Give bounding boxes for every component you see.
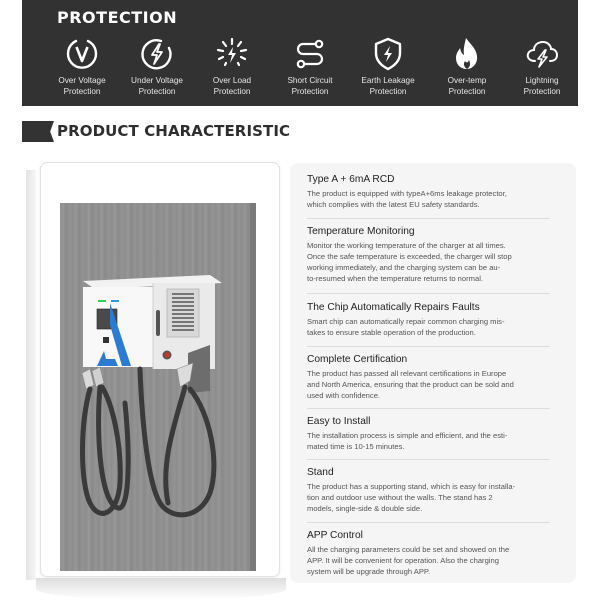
protection-item-under-voltage: Under Voltage Protection — [117, 36, 197, 97]
ev-charger-image — [60, 203, 256, 571]
feature-title: Easy to Install — [307, 416, 371, 427]
feature-complete-certification: Complete Certification The product has passed all relevant certifications in Europe and North America, ensuring that the product can be sold and used with confidence. — [307, 353, 550, 401]
feature-title: APP Control — [307, 530, 363, 541]
feature-title: Complete Certification — [307, 354, 408, 365]
protection-item-over-load: Over Load Protection — [192, 36, 272, 97]
feature-panel — [290, 163, 576, 583]
over-load-icon — [214, 36, 250, 72]
feature-easy-to-install: Easy to Install The installation process is simple and efficient, and the esti- mated time is 10-15 minutes. — [307, 415, 550, 452]
feature-rcd: Type A + 6mA RCD The product is equipped with typeA+6ms leakage protector, which complies with the latest EU safety standards. — [307, 173, 550, 210]
card-stack-shadow — [26, 170, 36, 580]
protection-title: PROTECTION — [57, 8, 178, 27]
under-voltage-icon — [139, 36, 175, 72]
protection-item-earth-leakage: Earth Leakage Protection — [348, 36, 428, 97]
short-circuit-icon — [292, 36, 328, 72]
feature-temperature-monitoring: Temperature Monitoring Monitor the working temperature of the charger at all times. Once the safe temperature is exceeded, the charger will stop working immediately, and the charging system can be au- to-resumed when the temperature returns to normal. — [307, 225, 550, 284]
section-flag-marker — [22, 121, 54, 142]
protection-item-short-circuit: Short Circuit Protection — [270, 36, 350, 97]
divider — [307, 346, 550, 347]
section-title: PRODUCT CHARACTERISTIC — [57, 122, 291, 140]
feature-title: The Chip Automatically Repairs Faults — [307, 302, 480, 313]
divider — [307, 218, 550, 219]
protection-item-over-temp: Over-temp Protection — [427, 36, 507, 97]
feature-app-control: APP Control All the charging parameters could be set and showed on the APP. It will be convenient for operation. Also the charging system will be upgrade through APP. — [307, 529, 550, 577]
over-voltage-icon — [64, 36, 100, 72]
card-floor-shadow — [36, 578, 286, 600]
feature-title: Stand — [307, 467, 334, 478]
divider — [307, 293, 550, 294]
protection-items — [42, 36, 582, 102]
feature-chip-repairs-faults: The Chip Automatically Repairs Faults Smart chip can automatically repair common charging mis- takes to ensure stable operation of the production. — [307, 301, 550, 338]
divider — [307, 459, 550, 460]
divider — [307, 522, 550, 523]
earth-leakage-icon — [370, 36, 406, 72]
protection-item-over-voltage: Over Voltage Protection — [42, 36, 122, 97]
over-temp-icon — [449, 36, 485, 72]
lightning-icon — [524, 36, 560, 72]
protection-banner — [22, 0, 578, 106]
divider — [307, 408, 550, 409]
feature-title: Type A + 6mA RCD — [307, 174, 395, 185]
feature-title: Temperature Monitoring — [307, 226, 415, 237]
protection-item-lightning: Lightning Protection — [502, 36, 582, 97]
feature-stand: Stand The product has a supporting stand, which is easy for installa- tion and outdoor use without the walls. The stand has 2 models, single-side & double side. — [307, 466, 550, 514]
